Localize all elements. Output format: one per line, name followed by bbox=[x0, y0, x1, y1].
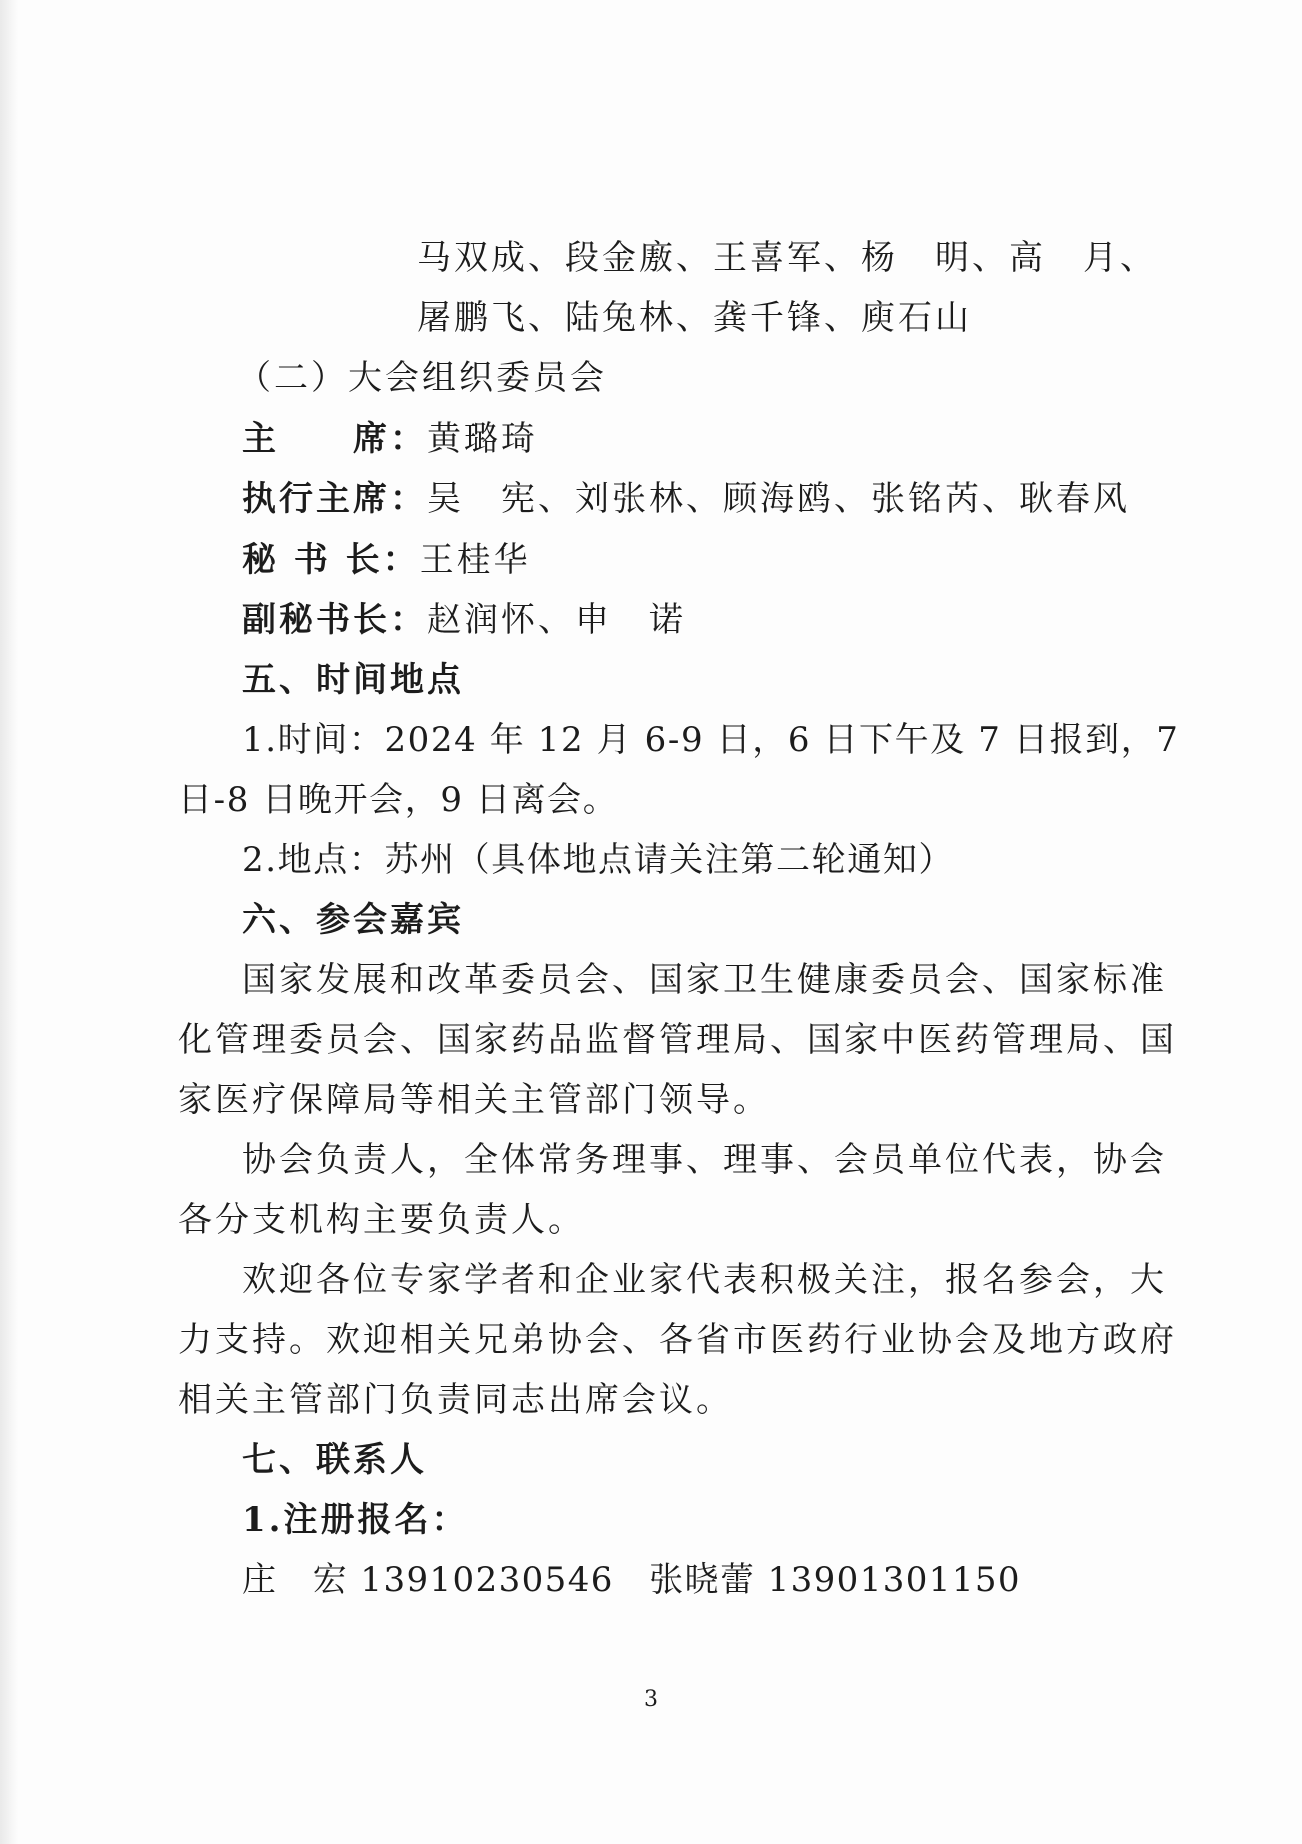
scan-edge-shadow bbox=[0, 0, 18, 1844]
time-line-2: 日-8 日晚开会，9 日离会。 bbox=[178, 780, 619, 820]
page-number: 3 bbox=[644, 1687, 658, 1712]
registration-heading: 1.注册报名： bbox=[242, 1500, 469, 1540]
chair-names: 黄璐琦 bbox=[427, 419, 538, 459]
guests-para3-line-3: 相关主管部门负责同志出席会议。 bbox=[178, 1380, 733, 1420]
chair-label: 主 席： bbox=[242, 419, 427, 459]
guests-para3-line-1: 欢迎各位专家学者和企业家代表积极关注，报名参会，大 bbox=[242, 1260, 1167, 1300]
guests-para3-line-2: 力支持。欢迎相关兄弟协会、各省市医药行业协会及地方政府 bbox=[178, 1320, 1177, 1360]
exec-chair-names: 吴 宪、刘张林、顾海鸥、张铭芮、耿春风 bbox=[427, 479, 1130, 519]
secretary-general-label: 秘 书 长： bbox=[242, 540, 420, 580]
guests-para1-line-1: 国家发展和改革委员会、国家卫生健康委员会、国家标准 bbox=[242, 960, 1167, 1000]
deputy-secretary-label: 副秘书长： bbox=[242, 600, 427, 640]
deputy-secretary-row bbox=[242, 598, 686, 642]
chair-row bbox=[242, 417, 538, 461]
section-heading-contacts: 七、联系人 bbox=[242, 1440, 427, 1480]
section-heading-time-place: 五、时间地点 bbox=[242, 660, 464, 700]
org-committee-heading: （二）大会组织委员会 bbox=[237, 358, 607, 398]
committee-members-line-1: 马双成、段金廒、王喜军、杨 明、高 月、 bbox=[417, 238, 1157, 278]
place-line: 2.地点：苏州（具体地点请关注第二轮通知） bbox=[242, 840, 955, 880]
exec-chair-row bbox=[242, 477, 1130, 521]
secretary-general-row bbox=[242, 538, 531, 582]
guests-para2-line-1: 协会负责人，全体常务理事、理事、会员单位代表，协会 bbox=[242, 1140, 1167, 1180]
deputy-secretary-names: 赵润怀、申 诺 bbox=[427, 600, 686, 640]
contact-line: 庄 宏 13910230546 张晓蕾 13901301150 bbox=[242, 1560, 1021, 1600]
guests-para2-line-2: 各分支机构主要负责人。 bbox=[178, 1200, 585, 1240]
committee-members-line-2: 屠鹏飞、陆兔林、龚千锋、庾石山 bbox=[417, 298, 972, 338]
secretary-general-names: 王桂华 bbox=[419, 540, 531, 580]
exec-chair-label: 执行主席： bbox=[242, 479, 427, 519]
guests-para1-line-2: 化管理委员会、国家药品监督管理局、国家中医药管理局、国 bbox=[178, 1020, 1177, 1060]
guests-para1-line-3: 家医疗保障局等相关主管部门领导。 bbox=[178, 1080, 770, 1120]
time-line-1: 1.时间：2024 年 12 月 6-9 日，6 日下午及 7 日报到，7 bbox=[242, 720, 1180, 760]
section-heading-guests: 六、参会嘉宾 bbox=[242, 900, 464, 940]
